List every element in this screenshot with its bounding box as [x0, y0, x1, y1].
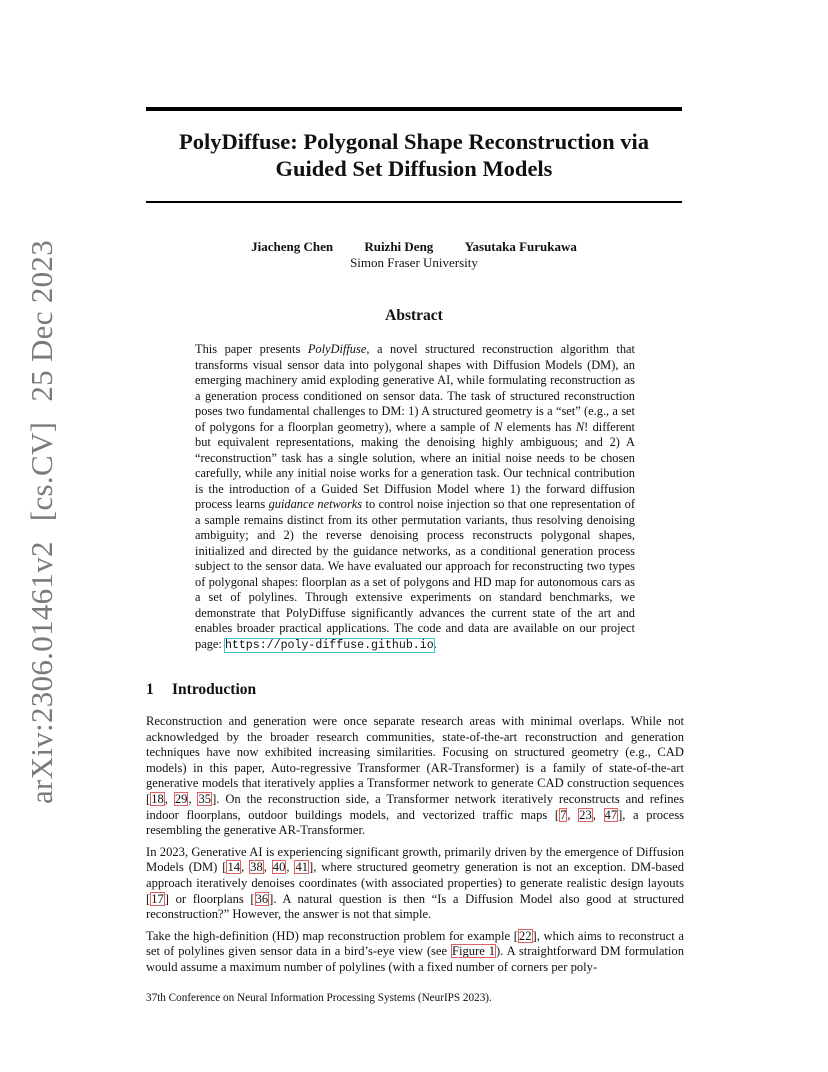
title-line-1: PolyDiffuse: Polygonal Shape Reconstruction via	[179, 129, 649, 154]
section-number: 1	[146, 681, 154, 698]
title-line-2: Guided Set Diffusion Models	[275, 156, 553, 181]
body-paragraph: Take the high-definition (HD) map reconstruction problem for example [22], which aims to reconstruct a set of polylines given sensor data in a bird’s-eye view (see Figure 1). A straightforward DM formulation would assume a maximum number of polylines (with a fixed number of corners per poly-	[146, 928, 685, 974]
body-paragraph: Reconstruction and generation were once separate research areas with minimal overlaps. While not acknowledged by the broader research communities, state-of-the-art reconstruction and generation techniques have now exhibited increasing similarities. Focusing on structured geometry (e.g., CAD models) in this paper, Auto-regressive Transformer (AR-Transformer) is a family of state-of-the-art generative models that iteratively applies a Transformer network to generate CAD construction sequences [18, 29, 35]. On the reconstruction side, a Transformer network iteratively reconstructs and refines indoor floorplans, outdoor buildings models, and vectorized traffic maps [7, 23, 47], a process resembling the generative AR-Transformer.	[146, 714, 685, 838]
title-bottom-rule	[146, 201, 682, 203]
citation-link[interactable]: 22	[518, 928, 532, 943]
citation-link[interactable]: 17	[151, 891, 164, 906]
author-name: Jiacheng Chen	[251, 239, 334, 254]
arxiv-date: 25 Dec 2023	[24, 239, 59, 402]
citation-link[interactable]: 47	[604, 807, 618, 822]
author-list	[146, 239, 682, 255]
project-page-link[interactable]: https://poly-diffuse.github.io	[224, 638, 434, 652]
citation-link[interactable]: 38	[250, 860, 263, 875]
introduction-body	[146, 714, 684, 982]
section-heading-introduction	[146, 681, 682, 699]
citation-link[interactable]: 7	[560, 807, 567, 822]
arxiv-id: arXiv:2306.01461v2	[24, 541, 59, 805]
citation-link[interactable]: 36	[255, 891, 269, 906]
paper-title	[146, 128, 682, 182]
abstract-body	[195, 342, 635, 653]
author-affiliation: Simon Fraser University	[350, 255, 478, 270]
citation-link[interactable]: 18	[151, 791, 164, 806]
section-title: Introduction	[172, 681, 257, 698]
author-name: Ruizhi Deng	[364, 239, 434, 254]
author-name: Yasutaka Furukawa	[464, 239, 577, 254]
arxiv-category: [cs.CV]	[24, 421, 59, 522]
abstract-paragraph: This paper presents PolyDiffuse, a novel structured reconstruction algorithm that transforms visual sensor data into polygonal shapes with Diffusion Models (DM), an emerging machinery amid exploding generative AI, while formulating reconstruction as a generation process conditioned on sensor data. The task of structured reconstruction poses two fundamental challenges to DM: 1) A structured geometry is a “set” (e.g., a set of polygons for a floorplan geometry), where a sample of N elements has N! different but equivalent representations, making the denoising highly ambiguous; and 2) A “reconstruction” task has a single solution, where an initial noise needs to be chosen carefully, while any initial noise works for a generation task. Our technical contribution is the introduction of a Guided Set Diffusion Model where 1) the forward diffusion process learns guidance networks to control noise injection so that one representation of a sample remains distinct from its other permutation variants, thus resolving denoising ambiguity; and 2) the reverse denoising process reconstructs polygonal shapes, initialized and directed by the guidance networks, as a conditional generation process subject to the sensor data. We have evaluated our approach for reconstructing two types of polygonal shapes: floorplan as a set of polygons and HD map for autonomous cars as a set of polylines. Through extensive experiments on standard benchmarks, we demonstrate that PolyDiffuse significantly advances the current state of the art and enables broader practical applications. The code and data are available on our project page: https://poly-diffuse.github.io.	[195, 342, 635, 652]
citation-link[interactable]: 35	[198, 791, 212, 806]
citation-link[interactable]: 40	[272, 860, 286, 875]
abstract-heading: Abstract	[385, 307, 443, 324]
citation-link[interactable]: 41	[295, 860, 309, 875]
citation-link[interactable]: 14	[227, 860, 241, 875]
citation-link[interactable]: 29	[174, 791, 188, 806]
arxiv-sidebar-stamp	[24, 234, 60, 810]
title-top-rule	[146, 107, 682, 111]
body-paragraph: In 2023, Generative AI is experiencing significant growth, primarily driven by the emergence of Diffusion Models (DM) [14, 38, 40, 41], where structured geometry generation is not an exception. DM-based approach iteratively denoises coordinates (with associated properties) to generate realistic design layouts [17] or floorplans [36]. A natural question is then “Is a Diffusion Model also good at structured reconstruction?” However, the answer is not that simple.	[146, 844, 685, 922]
citation-link[interactable]: 23	[579, 807, 592, 822]
figure-reference-link[interactable]: Figure 1	[451, 944, 496, 959]
conference-footnote: 37th Conference on Neural Information Processing Systems (NeurIPS 2023).	[146, 992, 492, 1004]
